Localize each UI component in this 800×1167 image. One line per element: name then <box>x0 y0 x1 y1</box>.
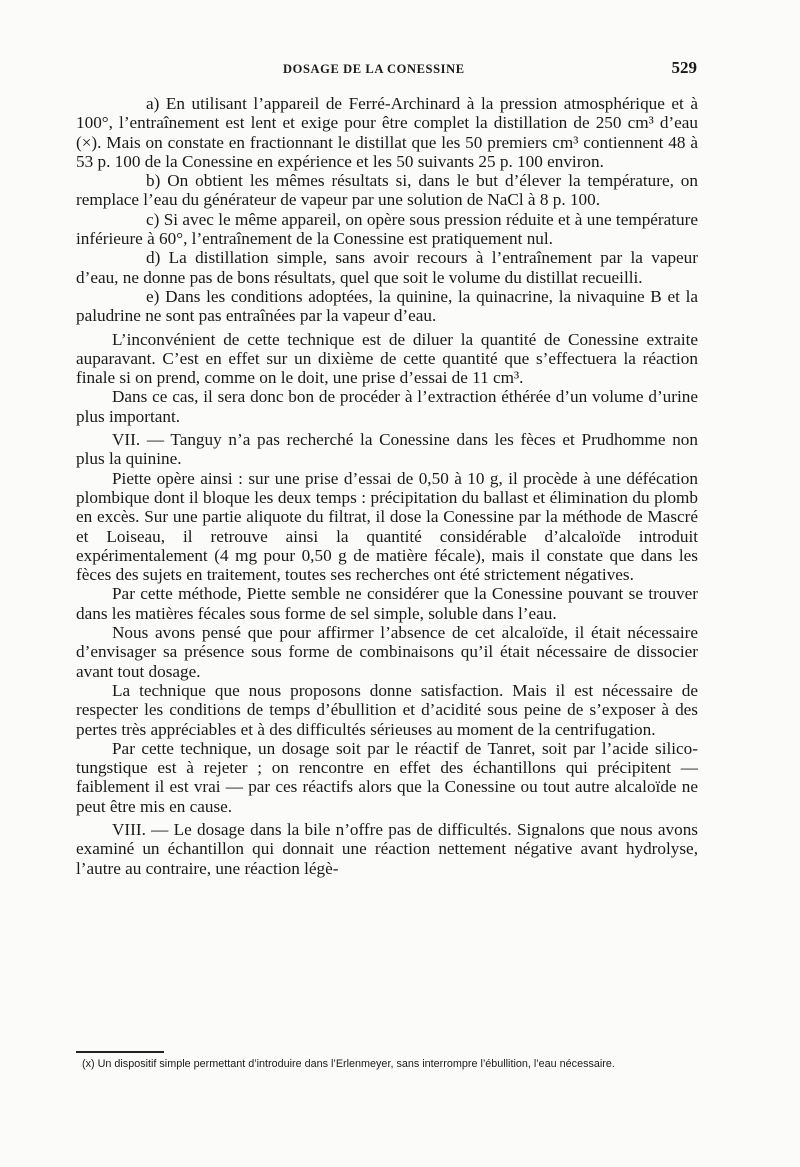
page-number: 529 <box>671 58 697 77</box>
paragraph-par-cette-technique: Par cette technique, un dosage soit par le réactif de Tanret, soit par l’acide silico-tungstique est à rejeter ; on rencontre en effet des échantillons qui précipitent — faiblement il est vrai — par ces réactifs alors que la Conessine ou tout autre alcaloïde ne peut être mis en cause. <box>76 738 698 816</box>
footnote-rule <box>76 1051 164 1053</box>
paragraph-inconvenient: L’inconvénient de cette technique est de diluer la quantité de Conessine extraite auparavant. C’est en effet sur un dixième de cette quantité que s’effectuera la réaction finale si on prend, comme on le doit, une prise d’essai de 11 cm³. <box>76 329 698 388</box>
paragraph-piette: Piette opère ainsi : sur une prise d’essai de 0,50 à 10 g, il procède à une défécation plombique dont il bloque les deux temps : précipitation du ballast et élimination du plomb en excès. Sur une partie aliquote du filtrat, il dose la Conessine par la méthode de Mascré et Loiseau, il retrouve ainsi la quantité considérable d’alcaloïde introduit expérimentalement (4 mg pour 0,50 g de matière fécale), mais il constate que dans les fèces des sujets en traitement, toutes ses recherches ont été strictement négatives. <box>76 468 698 585</box>
paragraph-dans-ce-cas: Dans ce cas, il sera donc bon de procéder à l’extraction éthérée d’un volume d’urine plus important. <box>76 387 698 426</box>
page-header <box>0 58 800 82</box>
paragraph-a: a) En utilisant l’appareil de Ferré-Archinard à la pression atmosphérique et à 100°, l’entraînement est lent et exige pour être complet la distillation de 250 cm³ d’eau (×). Mais on constate en fractionnant le distillat que les 50 premiers cm³ contiennent 48 à 53 p. 100 de la Conessine en expérience et les 50 suivants 25 p. 100 environ. <box>76 94 698 171</box>
paragraph-e: e) Dans les conditions adoptées, la quinine, la quinacrine, la nivaquine B et la paludrine ne sont pas entraînées par la vapeur d’eau. <box>76 286 698 326</box>
paragraph-section-vii: VII. — Tanguy n’a pas recherché la Conessine dans les fèces et Prudhomme non plus la quinine. <box>76 430 698 469</box>
running-title: DOSAGE DE LA CONESSINE <box>283 62 465 76</box>
paragraph-nous-avons-pense: Nous avons pensé que pour affirmer l’absence de cet alcaloïde, il était nécessaire d’envisager sa présence sous forme de combinaisons qu’il était nécessaire de dissocier avant tout dosage. <box>76 623 698 681</box>
footnote-text: (x) Un dispositif simple permettant d’introduire dans l’Erlenmeyer, sans interrompre l’ébullition, l’eau nécessaire. <box>82 1058 615 1070</box>
paragraph-c: c) Si avec le même appareil, on opère sous pression réduite et à une température inférieure à 60°, l’entraînement de la Conessine est pratiquement nul. <box>76 209 698 249</box>
body-text <box>76 94 698 878</box>
paragraph-section-viii: VIII. — Le dosage dans la bile n’offre pas de difficultés. Signalons que nous avons examiné un échantillon qui donnait une réaction nettement négative avant hydrolyse, l’autre au contraire, une réaction légè- <box>76 819 698 878</box>
paragraph-d: d) La distillation simple, sans avoir recours à l’entraînement par la vapeur d’eau, ne donne pas de bons résultats, quel que soit le volume du distillat recueilli. <box>76 248 698 287</box>
paragraph-b: b) On obtient les mêmes résultats si, dans le but d’élever la température, on remplace l’eau du générateur de vapeur par une solution de NaCl à 8 p. 100. <box>76 171 698 210</box>
footnote <box>76 1058 698 1071</box>
paragraph-par-cette-methode: Par cette méthode, Piette semble ne considérer que la Conessine pouvant se trouver dans les matières fécales sous forme de sel simple, soluble dans l’eau. <box>76 584 698 623</box>
paragraph-la-technique: La technique que nous proposons donne satisfaction. Mais il est nécessaire de respecter les conditions de temps d’ébullition et d’acidité sous peine de s’exposer à des pertes très appréciables et à des difficultés sérieuses au moment de la centrifugation. <box>76 680 698 739</box>
